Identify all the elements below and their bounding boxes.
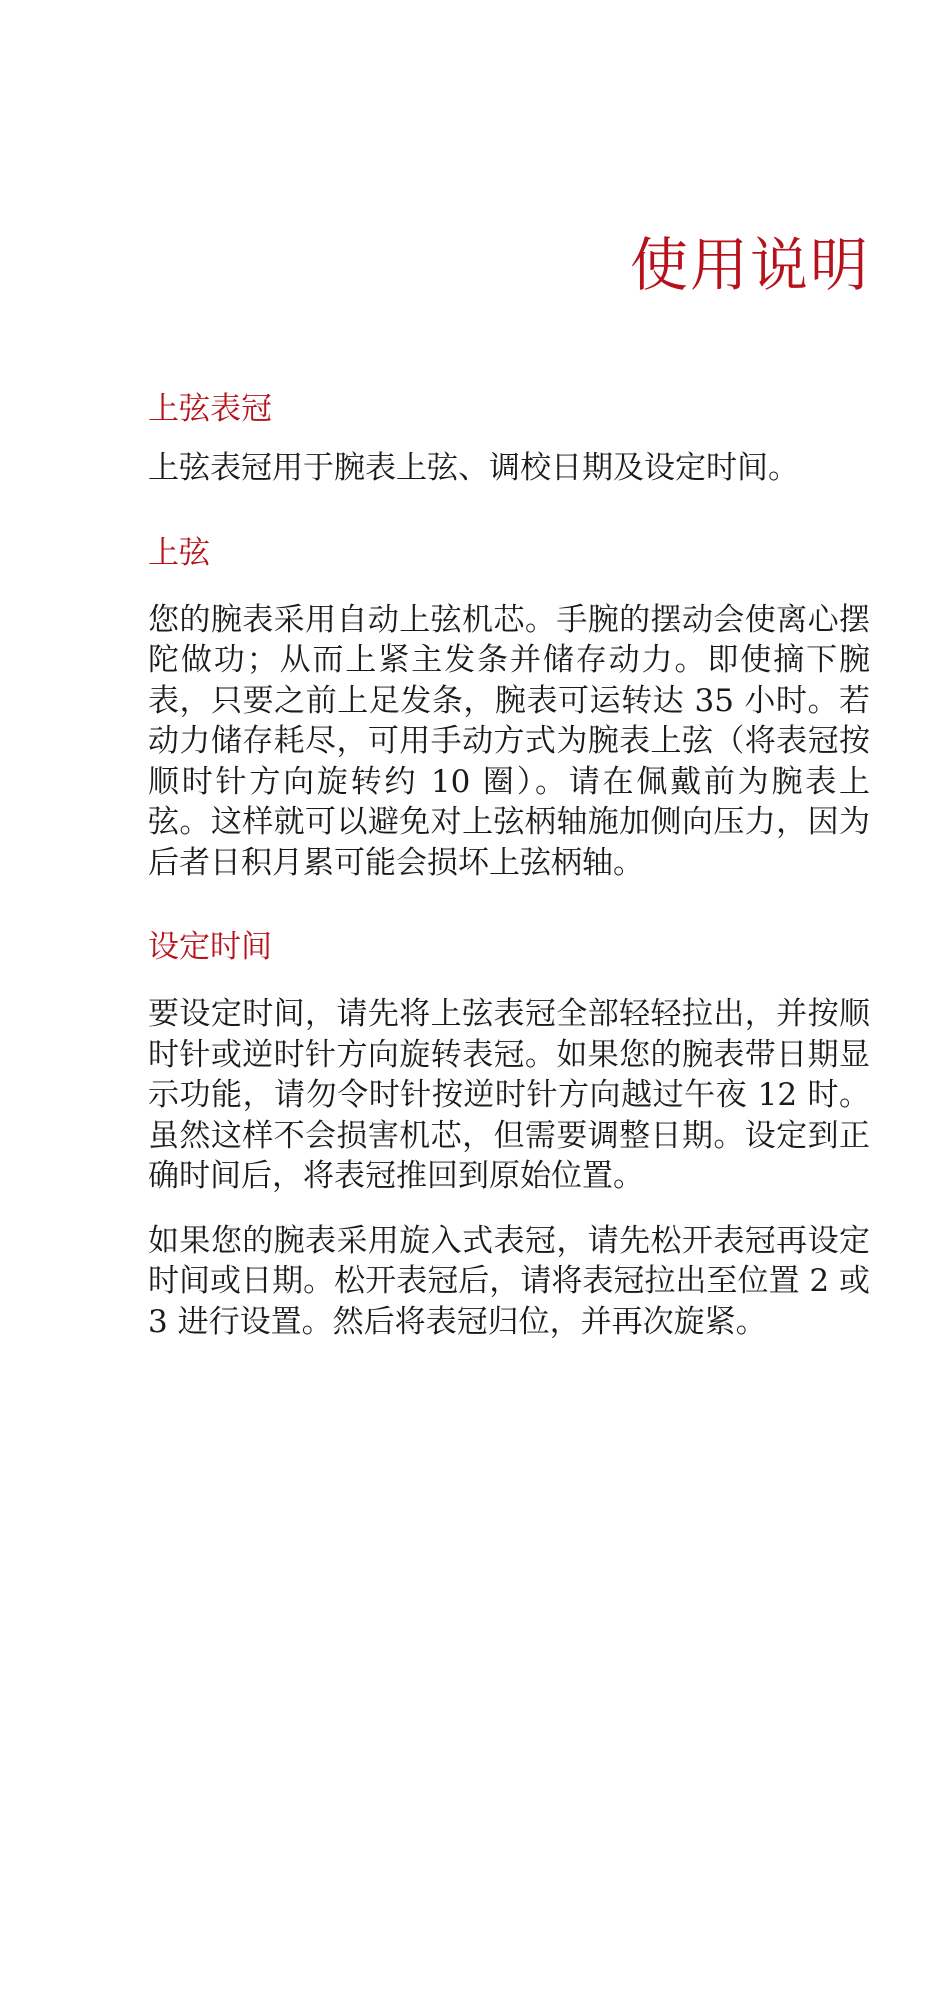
section-heading-winding-crown: 上弦表冠 [148,391,272,427]
paragraph-screw-down-crown: 如果您的腕表采用旋入式表冠，请先松开表冠再设定时间或日期。松开表冠后，请将表冠拉出至位置 2 或 3 进行设置。然后将表冠归位，并再次旋紧。 [148,1222,870,1340]
paragraph-winding-crown: 上弦表冠用于腕表上弦、调校日期及设定时间。 [148,450,799,486]
section-heading-winding: 上弦 [148,534,210,571]
paragraph-setting-time: 要设定时间，请先将上弦表冠全部轻轻拉出，并按顺时针或逆时针方向旋转表冠。如果您的腕表带日期显示功能，请勿令时针按逆时针方向越过午夜 12 时。虽然这样不会损害机芯，但需要调整日期。设定到正确时间后，将表冠推回到原始位置。 [148,996,870,1194]
manual-content [148,385,870,1342]
section-winding-crown [148,385,870,489]
page-title: 使用说明 [629,231,870,299]
section-winding [148,529,870,884]
paragraph-winding: 您的腕表采用自动上弦机芯。手腕的摆动会使离心摆陀做功；从而上紧主发条并储存动力。即使摘下腕表，只要之前上足发条，腕表可运转达 35 小时。若动力储存耗尽，可用手动方式为腕表上弦（将表冠按顺时针方向旋转约 10 圈）。请在佩戴前为腕表上弦。这样就可以避免对上弦柄轴施加侧向压力，因为后者日积月累可能会损坏上弦柄轴。 [148,601,870,881]
section-setting-time [148,923,870,1342]
section-heading-setting-time: 设定时间 [148,929,272,965]
